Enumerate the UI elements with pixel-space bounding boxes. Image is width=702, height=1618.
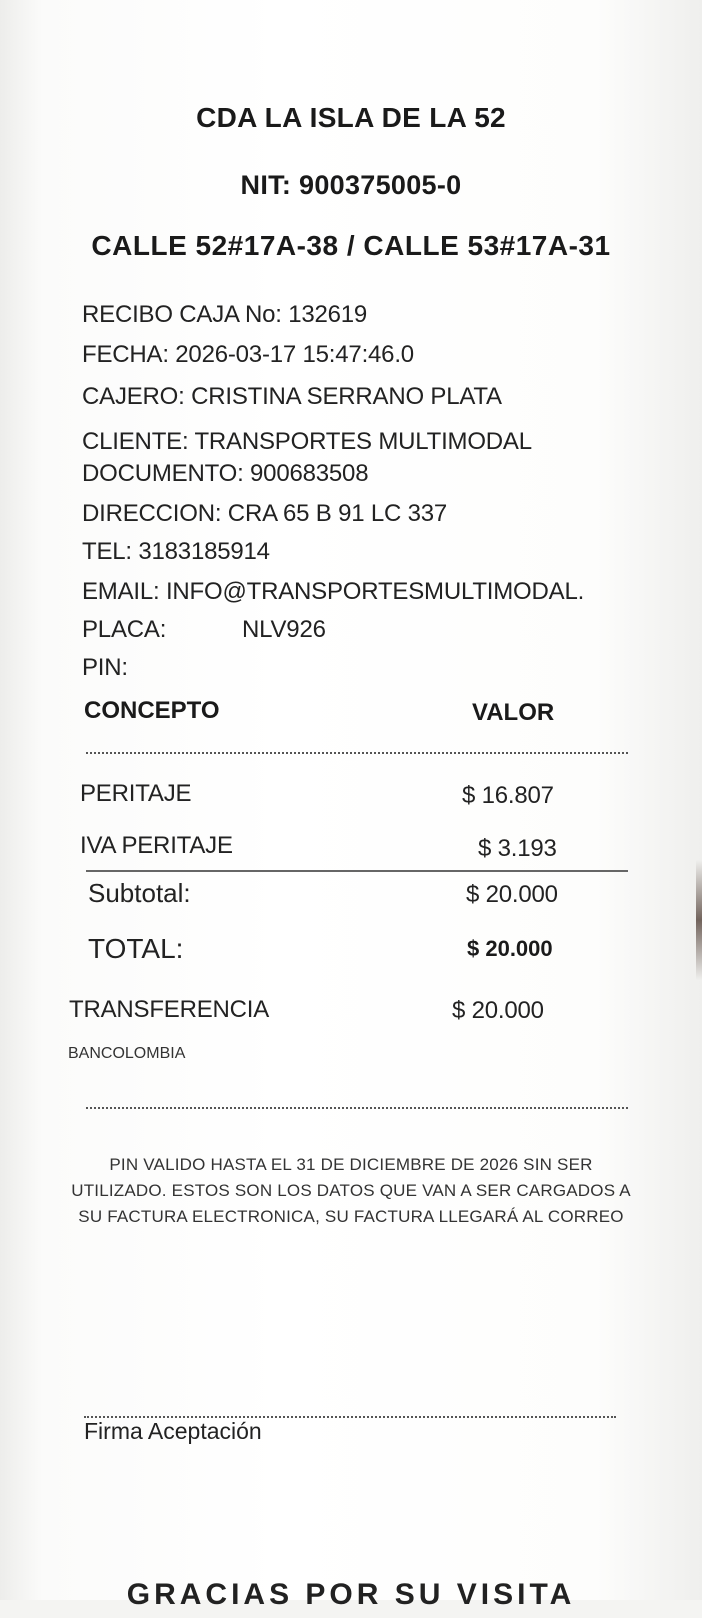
plate-value: NLV926	[242, 616, 326, 643]
footer-thanks-wrapper	[0, 1578, 702, 1618]
table-header-divider	[86, 752, 628, 754]
subtotal-label: Subtotal:	[88, 878, 191, 908]
line-item-concept: IVA PERITAJE	[80, 832, 233, 859]
notice-line: PIN VALIDO HASTA EL 31 DE DICIEMBRE DE 2026 SIN SER	[109, 1155, 593, 1174]
notice-line: UTILIZADO. ESTOS SON LOS DATOS QUE VAN A SER CARGADOS A	[71, 1181, 631, 1200]
paper-edge-shadow	[696, 860, 702, 980]
client-name: CLIENTE: TRANSPORTES MULTIMODAL	[82, 428, 532, 455]
line-item-value: $ 16.807	[462, 782, 554, 809]
business-address: CALLE 52#17A-38 / CALLE 53#17A-31	[91, 230, 611, 261]
notice-line: SU FACTURA ELECTRONICA, SU FACTURA LLEGARÁ AL CORREO	[78, 1207, 624, 1226]
receipt-date: FECHA: 2026-03-17 15:47:46.0	[82, 341, 414, 368]
column-value-header: VALOR	[472, 699, 555, 726]
payment-bank: BANCOLOMBIA	[68, 1045, 186, 1062]
total-value: $ 20.000	[467, 936, 553, 961]
client-document: DOCUMENTO: 900683508	[82, 460, 369, 487]
pin-label: PIN:	[82, 654, 128, 681]
client-address: DIRECCION: CRA 65 B 91 LC 337	[82, 500, 448, 527]
signature-label: Firma Aceptación	[84, 1418, 262, 1444]
items-divider	[86, 870, 628, 872]
subtotal-value: $ 20.000	[466, 881, 558, 908]
business-name: CDA LA ISLA DE LA 52	[196, 102, 506, 133]
line-item-concept: PERITAJE	[80, 780, 192, 807]
payment-divider	[86, 1107, 628, 1109]
plate-label: PLACA:	[82, 616, 167, 643]
client-email: EMAIL: INFO@TRANSPORTESMULTIMODAL.	[82, 578, 585, 605]
total-label: TOTAL:	[88, 933, 184, 964]
payment-method: TRANSFERENCIA	[69, 996, 270, 1023]
line-item-value: $ 3.193	[478, 835, 557, 862]
payment-amount: $ 20.000	[452, 997, 544, 1024]
footer-thanks: GRACIAS POR SU VISITA	[126, 1578, 576, 1611]
receipt-number: RECIBO CAJA No: 132619	[82, 301, 368, 328]
cashier-name: CAJERO: CRISTINA SERRANO PLATA	[82, 383, 502, 410]
column-concept-header: CONCEPTO	[84, 697, 220, 724]
client-phone: TEL: 3183185914	[82, 538, 270, 565]
nit-number: NIT: 900375005-0	[240, 170, 462, 200]
